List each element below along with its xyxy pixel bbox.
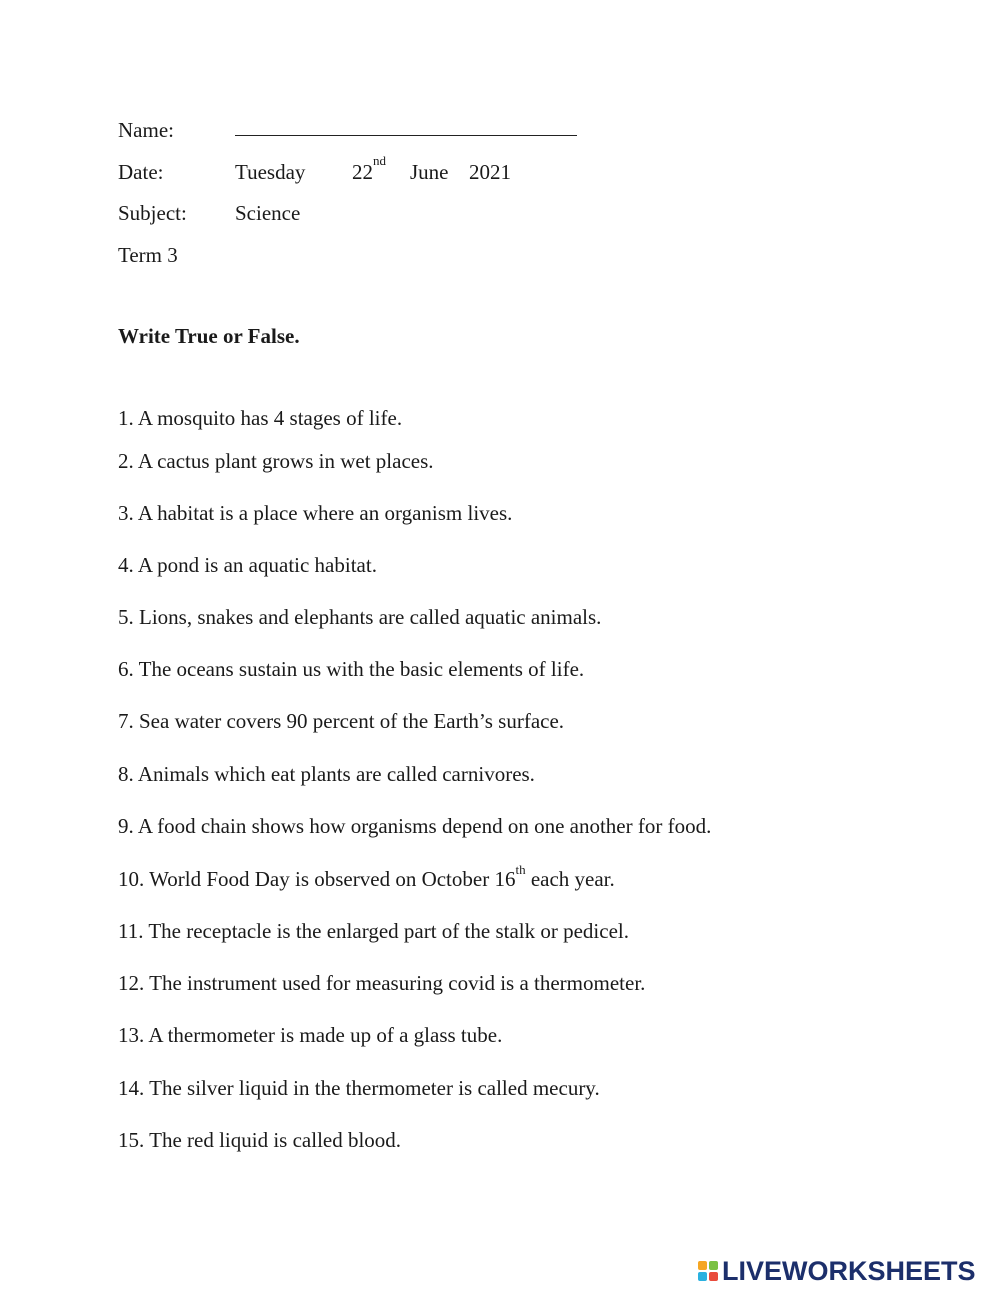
question-3: 3. A habitat is a place where an organism lives. [118, 501, 513, 525]
term-label: Term 3 [118, 243, 178, 267]
date-suffix: nd [373, 153, 386, 168]
question-5: 5. Lions, snakes and elephants are called aquatic animals. [118, 605, 602, 629]
name-label: Name: [118, 118, 174, 142]
subject-value: Science [235, 201, 301, 225]
question-14: 14. The silver liquid in the thermometer is called mecury. [118, 1076, 600, 1100]
liveworksheets-logo [698, 1257, 976, 1285]
date-label: Date: [118, 160, 164, 184]
question-9: 9. A food chain shows how organisms depend on one another for food. [118, 814, 712, 838]
question-11: 11. The receptacle is the enlarged part of the stalk or pedicel. [118, 919, 629, 943]
question-10: 10. World Food Day is observed on October 16th each year. [118, 862, 615, 891]
date-month: June [410, 160, 449, 184]
date-year: 2021 [469, 160, 511, 184]
liveworksheets-logo-text: LIVEWORKSHEETS [722, 1255, 976, 1286]
date-day: Tuesday [235, 160, 306, 184]
name-blank-line[interactable] [235, 135, 577, 136]
question-1: 1. A mosquito has 4 stages of life. [118, 406, 403, 430]
question-13: 13. A thermometer is made up of a glass tube. [118, 1023, 503, 1047]
question-12: 12. The instrument used for measuring covid is a thermometer. [118, 971, 646, 995]
question-15: 15. The red liquid is called blood. [118, 1128, 402, 1152]
question-6: 6. The oceans sustain us with the basic elements of life. [118, 657, 585, 681]
date-number: 22nd [352, 153, 386, 184]
question-8: 8. Animals which eat plants are called carnivores. [118, 762, 535, 786]
subject-label: Subject: [118, 201, 187, 225]
liveworksheets-logo-icon [698, 1261, 718, 1281]
question-7: 7. Sea water covers 90 percent of the Earth’s surface. [118, 709, 565, 733]
instruction-heading: Write True or False. [118, 324, 300, 348]
question-2: 2. A cactus plant grows in wet places. [118, 449, 434, 473]
question-4: 4. A pond is an aquatic habitat. [118, 553, 377, 577]
